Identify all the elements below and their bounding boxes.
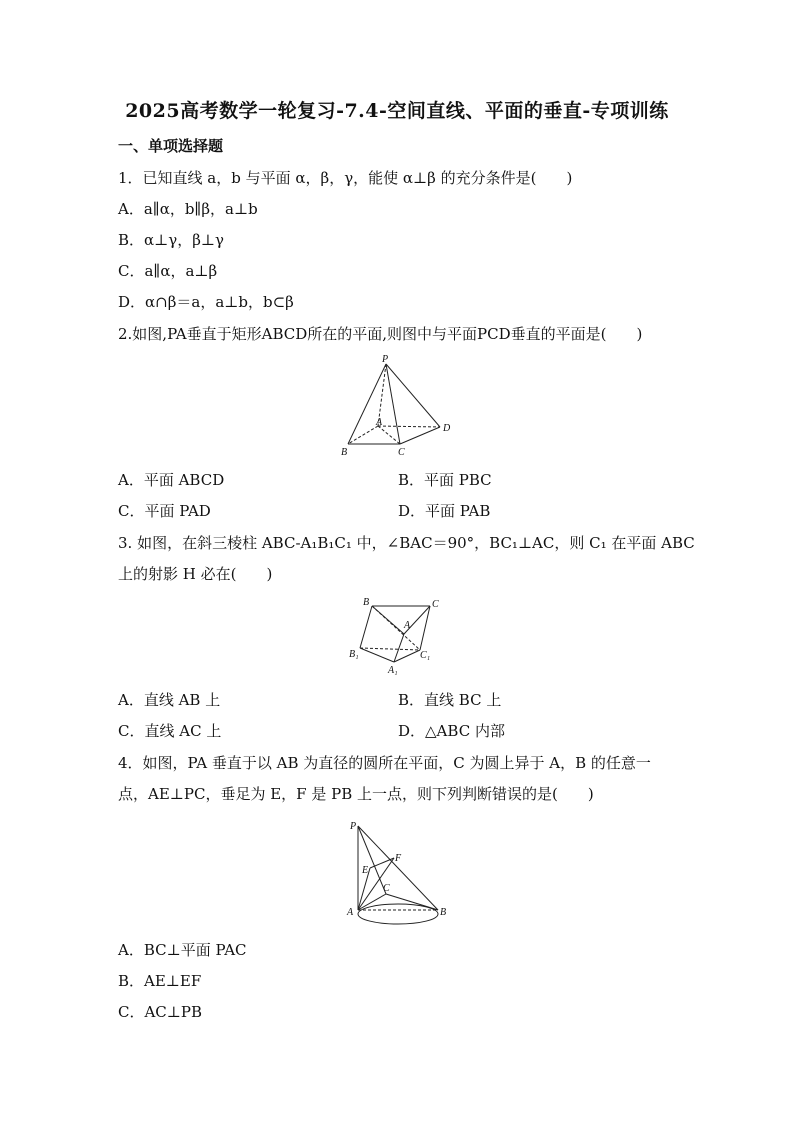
question-1-stem: 1．已知直线 a，b 与平面 α，β，γ，能使 α⊥β 的充分条件是( ) (118, 169, 573, 187)
edge-b1c1 (360, 648, 420, 650)
question-4-option-b: B．AE⊥EF (118, 972, 202, 990)
label-c: C (383, 883, 390, 894)
prism-figure (346, 596, 446, 676)
edge-cc1 (420, 606, 430, 650)
label-d: D (443, 423, 451, 434)
label-c: C (398, 447, 405, 458)
question-3-option-c: C．直线 AC 上 (118, 722, 222, 740)
question-3-option-b: B．直线 BC 上 (398, 691, 502, 709)
edge-b1a1 (360, 648, 394, 662)
question-2-stem: 2.如图,PA垂直于矩形ABCD所在的平面,则图中与平面PCD垂直的平面是( ) (118, 325, 643, 343)
question-4-stem-line2: 点，AE⊥PC，垂足为 E，F 是 PB 上一点，则下列判断错误的是( ) (118, 785, 594, 803)
label-p: P (382, 354, 389, 365)
question-4-option-c: C．AC⊥PB (118, 1003, 203, 1021)
question-1-option-a: A．a∥α，b∥β，a⊥b (118, 200, 258, 218)
page-title: 2025高考数学一轮复习-7.4-空间直线、平面的垂直-专项训练 (125, 100, 669, 122)
label-f: F (395, 853, 402, 864)
edge-ac (378, 426, 400, 444)
label-a1: A₁ (388, 665, 398, 676)
question-1-option-c: C．a∥α，a⊥β (118, 262, 218, 280)
pyramid-figure (338, 354, 458, 458)
edge-pd (386, 364, 440, 427)
edge-ad (378, 426, 440, 427)
question-3-stem-line1: 3. 如图，在斜三棱柱 ABC-A₁B₁C₁ 中，∠BAC＝90°，BC₁⊥AC，则 C₁ 在平面 ABC (118, 534, 695, 552)
edge-pc (386, 364, 400, 444)
question-4-stem-line1: 4．如图，PA 垂直于以 AB 为直径的圆所在平面，C 为圆上异于 A，B 的任意一 (118, 754, 651, 772)
edge-pb (348, 364, 386, 444)
label-c1: C₁ (420, 650, 431, 661)
question-3-option-d: D．△ABC 内部 (398, 722, 505, 740)
question-3-option-a: A．直线 AB 上 (118, 691, 221, 709)
question-2-option-c: C．平面 PAD (118, 502, 211, 520)
edge-cd (400, 427, 440, 444)
question-2-option-a: A．平面 ABCD (118, 471, 225, 489)
question-1-option-b: B．α⊥γ，β⊥γ (118, 231, 224, 249)
edge-bb1 (360, 606, 372, 648)
question-3-stem-line2: 上的射影 H 必在( ) (118, 565, 273, 583)
section-heading: 一、单项选择题 (118, 137, 224, 155)
label-p: P (350, 821, 357, 832)
question-2-option-b: B．平面 PBC (398, 471, 492, 489)
label-a: A (347, 907, 354, 918)
label-b: B (341, 447, 348, 458)
question-4-option-a: A．BC⊥平面 PAC (118, 941, 247, 959)
question-1-option-d: D．α∩β＝a，a⊥b，b⊂β (118, 293, 294, 311)
base-circle (358, 904, 438, 924)
label-b: B (363, 597, 370, 608)
label-a: A (376, 417, 383, 428)
label-e: E (362, 865, 369, 876)
label-c: C (432, 599, 439, 610)
edge-pc (358, 826, 386, 894)
question-2-option-d: D．平面 PAB (398, 502, 491, 520)
label-a: A (404, 620, 411, 631)
label-b1: B₁ (349, 649, 359, 660)
cone-figure (340, 816, 456, 928)
label-b: B (440, 907, 447, 918)
